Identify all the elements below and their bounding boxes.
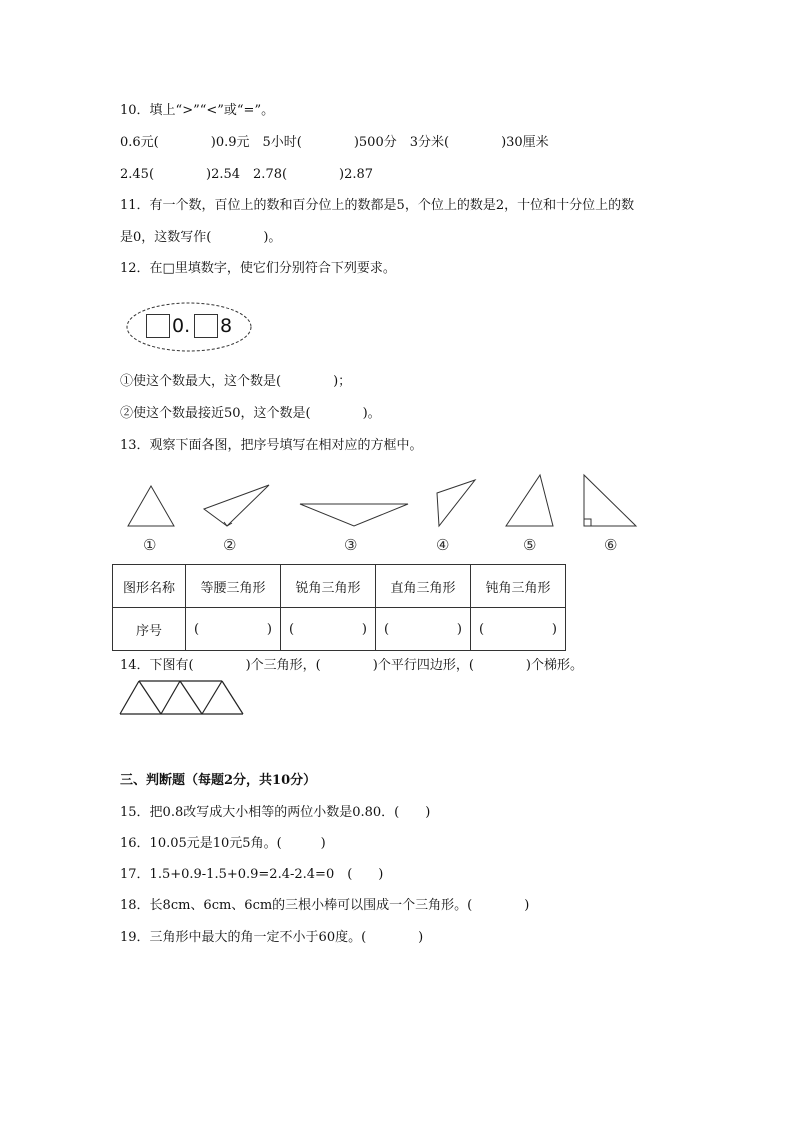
question-15: 15．把0.8改写成大小相等的两位小数是0.80．( ) bbox=[120, 805, 431, 820]
shape-label-1: ① bbox=[143, 536, 157, 554]
table-row bbox=[113, 608, 566, 651]
oval-decimal: 0. bbox=[172, 315, 191, 337]
row-head-shape-name: 图形名称 bbox=[113, 565, 186, 608]
triangle-1 bbox=[128, 486, 174, 526]
shape-label-6: ⑥ bbox=[604, 536, 618, 554]
answer-cell-acute[interactable] bbox=[281, 608, 376, 651]
shape-label-5: ⑤ bbox=[523, 536, 537, 554]
shape-label-4: ④ bbox=[436, 536, 450, 554]
q14-triangle-strip bbox=[118, 678, 248, 722]
paren-close: ) bbox=[456, 621, 462, 637]
right-angle-mark-6 bbox=[584, 519, 591, 526]
q12-title: 12．在□里填数字，使它们分别符合下列要求。 bbox=[120, 261, 396, 276]
q12-sub1: ①使这个数最大，这个数是( )； bbox=[120, 374, 352, 389]
paren-open: ( bbox=[194, 621, 200, 637]
triangle-strip-svg bbox=[118, 678, 248, 718]
triangle-4-shape bbox=[437, 480, 475, 526]
question-18: 18．长8cm、6cm、6cm的三根小棒可以围成一个三角形。( ) bbox=[120, 898, 530, 913]
q12-oval-figure bbox=[124, 300, 254, 354]
section3-title: 三、判断题（每题2分，共10分） bbox=[120, 773, 317, 788]
q10-row2: 2.45( )2.54 2.78( )2.87 bbox=[120, 167, 374, 182]
row-head-number: 序号 bbox=[113, 608, 186, 651]
digit-box-2[interactable] bbox=[194, 314, 218, 338]
question-17: 17．1.5+0.9-1.5+0.9=2.4-2.4=0 ( ) bbox=[120, 867, 384, 882]
digit-box-1[interactable] bbox=[146, 314, 170, 338]
question-16: 16．10.05元是10元5角。( ) bbox=[120, 836, 326, 851]
paren-open: ( bbox=[384, 621, 390, 637]
shape-label-2: ② bbox=[223, 536, 237, 554]
answer-cell-obtuse[interactable] bbox=[471, 608, 566, 651]
q10-title: 10．填上“>”“<”或“=”。 bbox=[120, 103, 275, 118]
col-acute: 锐角三角形 bbox=[281, 565, 376, 608]
answer-cell-right[interactable] bbox=[376, 608, 471, 651]
oval-digit-8: 8 bbox=[220, 315, 233, 337]
col-isosceles: 等腰三角形 bbox=[186, 565, 281, 608]
q14-title: 14．下图有( )个三角形，( )个平行四边形，( )个梯形。 bbox=[120, 658, 583, 673]
paren-open: ( bbox=[289, 621, 295, 637]
paren-open: ( bbox=[479, 621, 485, 637]
q12-sub2: ②使这个数最接近50，这个数是( )。 bbox=[120, 406, 381, 421]
shape-label-3: ③ bbox=[344, 536, 358, 554]
paren-close: ) bbox=[266, 621, 272, 637]
answer-cell-isosceles[interactable] bbox=[186, 608, 281, 651]
triangle-3 bbox=[300, 504, 408, 526]
q13-answer-table bbox=[112, 564, 566, 651]
q13-triangle-figures bbox=[112, 470, 652, 560]
q11-line2: 是0，这数写作( )。 bbox=[120, 230, 282, 245]
table-row bbox=[113, 565, 566, 608]
triangle-2 bbox=[204, 485, 269, 526]
triangle-5 bbox=[506, 475, 553, 526]
col-obtuse: 钝角三角形 bbox=[471, 565, 566, 608]
triangles-svg bbox=[112, 470, 652, 560]
question-19: 19．三角形中最大的角一定不小于60度。( ) bbox=[120, 930, 424, 945]
q10-row1: 0.6元( )0.9元 5小时( )500分 3分米( )30厘米 bbox=[120, 135, 549, 150]
q13-title: 13．观察下面各图，把序号填写在相对应的方框中。 bbox=[120, 438, 423, 453]
paren-close: ) bbox=[551, 621, 557, 637]
triangle-6 bbox=[584, 475, 636, 526]
q11-line1: 11．有一个数，百位上的数和百分位上的数都是5，个位上的数是2，十位和十分位上的数 bbox=[120, 198, 635, 213]
paren-close: ) bbox=[361, 621, 367, 637]
col-right: 直角三角形 bbox=[376, 565, 471, 608]
